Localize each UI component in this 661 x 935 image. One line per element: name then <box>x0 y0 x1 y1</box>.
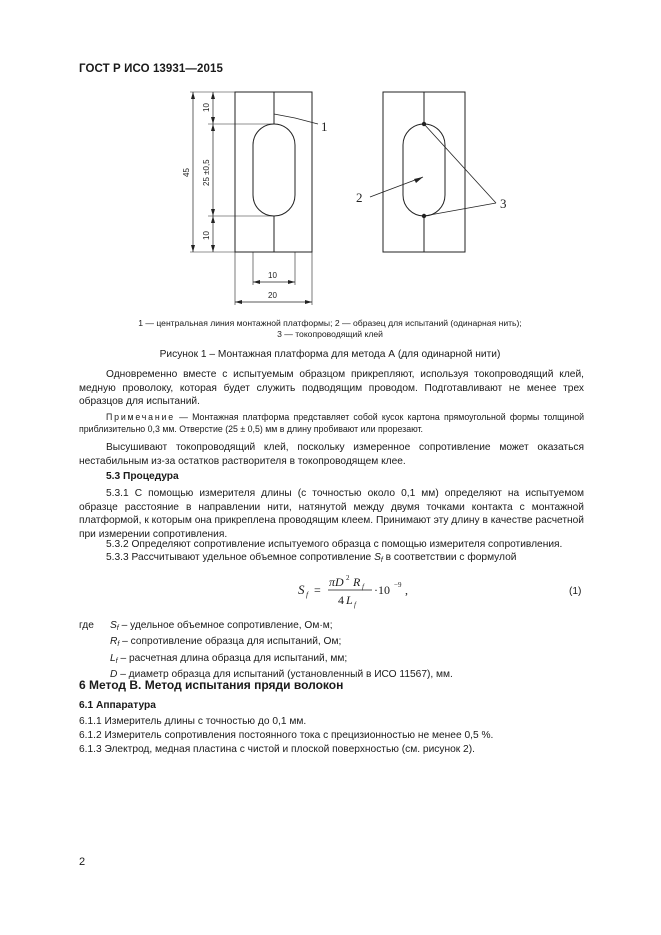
label-3: 3 <box>500 196 507 211</box>
where-list <box>110 619 580 684</box>
note <box>79 411 584 435</box>
figure-legend <box>80 318 580 340</box>
formula-number: (1) <box>569 586 582 597</box>
svg-text:,: , <box>405 583 408 597</box>
svg-text:R: R <box>353 575 361 589</box>
paragraph-5-3-3: 5.3.3 Рассчитывают удельное объемное сопротивление $S_f$ в соответствии с формулой <box>106 552 517 564</box>
where-word: где <box>79 620 94 631</box>
svg-text:4: 4 <box>338 593 344 607</box>
svg-text:=: = <box>314 583 321 597</box>
where-item: $R_f$ – сопротивление образца для испытаний, Ом; <box>110 636 342 649</box>
where-item: $L_f$ – расчетная длина образца для испытаний, мм; <box>110 652 348 665</box>
dim-10-top: 10 <box>202 103 211 112</box>
document-header: ГОСТ Р ИСО 13931—2015 <box>79 63 224 75</box>
heading-6-1: 6.1 Аппаратура <box>79 700 156 711</box>
paragraph-dry: Высушивают токопроводящий клей, поскольку измеренное сопротивление может оказаться нестабильным из-за остатков растворителя в токопроводящем клее. <box>79 442 584 467</box>
where-item: $S_f$ – удельное объемное сопротивление, Ом·м; <box>110 620 333 632</box>
glue-dot-bottom <box>422 214 426 218</box>
svg-text:f: f <box>306 590 309 599</box>
svg-text:f: f <box>362 583 364 591</box>
paragraph-6-1-2: 6.1.2 Измеритель сопротивления постоянного тока с прецизионностью не менее 0,5 %. <box>79 730 494 741</box>
dim-w10: 10 <box>268 271 277 280</box>
paragraph-6-1-1: 6.1.1 Измеритель длины с точностью до 0,1 мм. <box>79 716 307 727</box>
svg-text:L: L <box>346 593 353 607</box>
dim-45: 45 <box>182 168 191 177</box>
paragraph-5-3-2: 5.3.2 Определяют сопротивление испытуемого образца с помощью измерителя сопротивления. <box>106 539 563 550</box>
dim-w20: 20 <box>268 291 277 300</box>
paragraph-6-1-3: 6.1.3 Электрод, медная пластина с чистой и плоской поверхностью (см. рисунок 2). <box>79 744 475 755</box>
note-text: — Монтажная платформа представляет собой кусок картона прямоугольной формы толщиной приблизительно 0,3 мм. Отверстие (25 ± 0,5) мм в длину пробивают или прорезают. <box>79 412 584 434</box>
figure-legend-line2: 3 — токопроводящий клей <box>277 329 383 339</box>
heading-6: 6 Метод В. Метод испытания пряди волокон <box>79 678 344 692</box>
right-slot <box>403 124 445 216</box>
figure-mounting-platform <box>0 0 661 320</box>
svg-text:S: S <box>298 582 305 597</box>
label-1: 1 <box>321 119 328 134</box>
page-number: 2 <box>79 856 86 868</box>
label-2: 2 <box>356 190 363 205</box>
glue-dot-top <box>422 122 426 126</box>
svg-text:−9: −9 <box>394 581 402 589</box>
svg-text:2: 2 <box>346 574 350 582</box>
svg-text:·10: ·10 <box>374 583 390 597</box>
paragraph-attach: Одновременно вместе с испытуемым образцом прикрепляют, используя токопроводящий клей, медную проволоку, которая будет служить подводящим проводом. Подготавливают не менее трех образцов для испытаний. <box>79 369 584 408</box>
left-slot <box>253 124 295 216</box>
dim-25: 25 ±0,5 <box>202 159 211 186</box>
heading-5-3: 5.3 Процедура <box>106 471 179 482</box>
note-label: Примечание <box>106 412 175 422</box>
paragraph-5-3-1: 5.3.1 С помощью измерителя длины (с точностью около 0,1 мм) определяют на испытуемом образце расстояние в направлении нити, натянутой между двумя точками контакта с монтажной платформой, к которым она прикреплена проводящим клеем. Принимают эту длину в качестве расчетной при измерении сопротивления. <box>79 488 584 540</box>
svg-text:f: f <box>354 601 356 609</box>
where-item: D – диаметр образца для испытаний (установленный в ИСО 11567), мм. <box>110 668 453 680</box>
svg-text:πD: πD <box>329 575 344 589</box>
formula-resistivity <box>290 570 450 610</box>
figure-title: Рисунок 1 – Монтажная платформа для метода А (для одинарной нити) <box>159 349 501 360</box>
dim-10-bottom: 10 <box>202 231 211 240</box>
figure-legend-line1: 1 — центральная линия монтажной платформы; 2 — образец для испытаний (одинарная нить); <box>138 318 522 328</box>
